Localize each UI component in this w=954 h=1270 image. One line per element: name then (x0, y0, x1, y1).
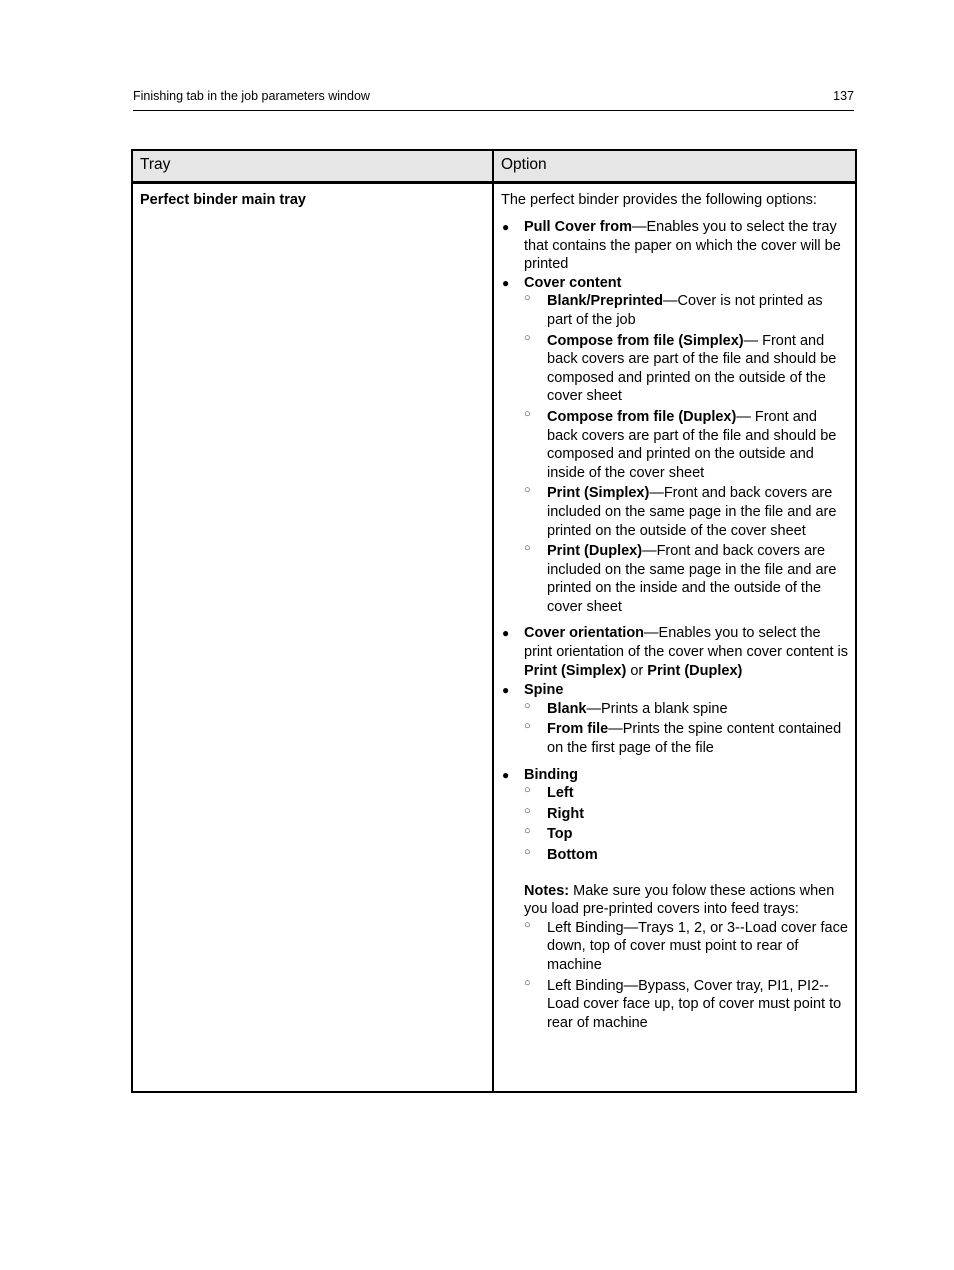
list-item (524, 407, 848, 482)
option-desc: —Enables you to select the print orientation of the cover when cover content is (524, 625, 849, 661)
item-term: Compose from file (Duplex) (547, 408, 737, 425)
tray-cell (132, 183, 493, 1093)
circle-bullet-icon: ○ (524, 825, 531, 838)
circle-bullet-icon: ○ (524, 720, 531, 733)
circle-bullet-icon: ○ (524, 542, 531, 555)
option-cover-orientation (502, 624, 849, 680)
option-conjunction: or (626, 662, 648, 679)
circle-bullet-icon: ○ (524, 331, 531, 344)
header-title: Finishing tab in the job parameters window (133, 89, 370, 103)
option-term: Binding (524, 766, 578, 783)
item-term: Right (547, 805, 585, 822)
column-header-option: Option (493, 150, 856, 183)
notes-label: Notes: (524, 882, 570, 899)
list-item (524, 918, 848, 975)
bullet-icon: ● (502, 275, 510, 290)
bullet-icon: ● (502, 626, 510, 641)
item-desc: —Prints the spine content contained on the first page of the file (547, 721, 842, 757)
item-term: Print (Simplex) (547, 485, 650, 502)
spine-list (524, 700, 848, 758)
option-term: Spine (524, 682, 564, 699)
list-item (524, 846, 848, 865)
page-number: 137 (833, 89, 854, 103)
item-desc: —Front and back covers are included on the same page in the file and are printed on the inside and the outside of the cover sheet (547, 543, 837, 615)
item-term: From file (547, 721, 609, 738)
tray-name: Perfect binder main tray (140, 192, 306, 208)
bullet-icon: ● (502, 767, 510, 782)
circle-bullet-icon: ○ (524, 976, 531, 989)
options-table (131, 149, 857, 1093)
list-item (524, 331, 848, 406)
item-desc: —Cover is not printed as part of the job (547, 293, 823, 328)
list-item (524, 542, 848, 616)
circle-bullet-icon: ○ (524, 784, 531, 797)
binding-list (524, 784, 848, 864)
column-header-tray: Tray (132, 150, 493, 183)
item-term: Print (Duplex) (547, 543, 643, 560)
option-term: Pull Cover from (524, 219, 632, 235)
item-desc: —Front and back covers are included on the same page in the file and are printed on the outside of the cover sheet (547, 485, 837, 539)
notes-text: Make sure you folow these actions when you load pre-printed covers into feed trays: (524, 882, 835, 918)
list-item (524, 976, 848, 1033)
list-item (524, 720, 848, 757)
list-item (524, 484, 848, 540)
option-value: Print (Simplex) (524, 662, 627, 679)
item-desc: — Front and back covers are part of the file and should be composed and printed on the outside of the cover sheet (547, 332, 837, 405)
item-text: Left Binding—Bypass, Cover tray, PI1, PI2--Load cover face up, top of cover must point to rear of machine (547, 977, 842, 1031)
option-desc: —Enables you to select the tray that contains the paper on which the cover will be printed (524, 219, 841, 273)
option-cover-content (502, 274, 848, 617)
item-term: Left (547, 785, 574, 802)
item-term: Top (547, 826, 573, 843)
option-term: Cover orientation (524, 625, 645, 642)
list-item (524, 804, 848, 824)
list-item (524, 699, 848, 719)
option-cell (493, 183, 856, 1093)
item-term: Blank/Preprinted (547, 293, 664, 310)
item-term: Bottom (547, 847, 598, 863)
option-pull-cover (502, 218, 848, 274)
list-item (524, 292, 848, 329)
option-spine (502, 681, 848, 757)
list-item (524, 784, 848, 803)
table-header-row (132, 150, 856, 183)
item-text: Left Binding—Trays 1, 2, or 3--Load cover face down, top of cover must point to rear of machine (547, 919, 848, 973)
cover-content-list (524, 292, 848, 616)
circle-bullet-icon: ○ (524, 699, 531, 712)
options-intro: The perfect binder provides the following options: (501, 192, 817, 208)
circle-bullet-icon: ○ (524, 918, 531, 931)
option-binding (502, 766, 848, 1033)
circle-bullet-icon: ○ (524, 484, 531, 497)
circle-bullet-icon: ○ (524, 407, 531, 420)
item-term: Compose from file (Simplex) (547, 332, 744, 349)
list-item (524, 825, 848, 844)
bullet-icon: ● (502, 220, 510, 234)
circle-bullet-icon: ○ (524, 292, 531, 305)
circle-bullet-icon: ○ (524, 846, 531, 858)
bullet-icon: ● (502, 683, 510, 698)
item-desc: —Prints a blank spine (586, 700, 728, 717)
item-desc: — Front and back covers are part of the file and should be composed and printed on the outside and inside of the cover sheet (547, 408, 837, 481)
notes (524, 882, 848, 919)
option-value: Print (Duplex) (647, 662, 743, 679)
option-list (501, 218, 848, 1032)
page-header (133, 88, 854, 111)
item-term: Blank (547, 700, 587, 717)
circle-bullet-icon: ○ (524, 804, 531, 817)
option-term: Cover content (524, 274, 622, 291)
notes-list (524, 919, 848, 1033)
table-row (132, 183, 856, 1093)
